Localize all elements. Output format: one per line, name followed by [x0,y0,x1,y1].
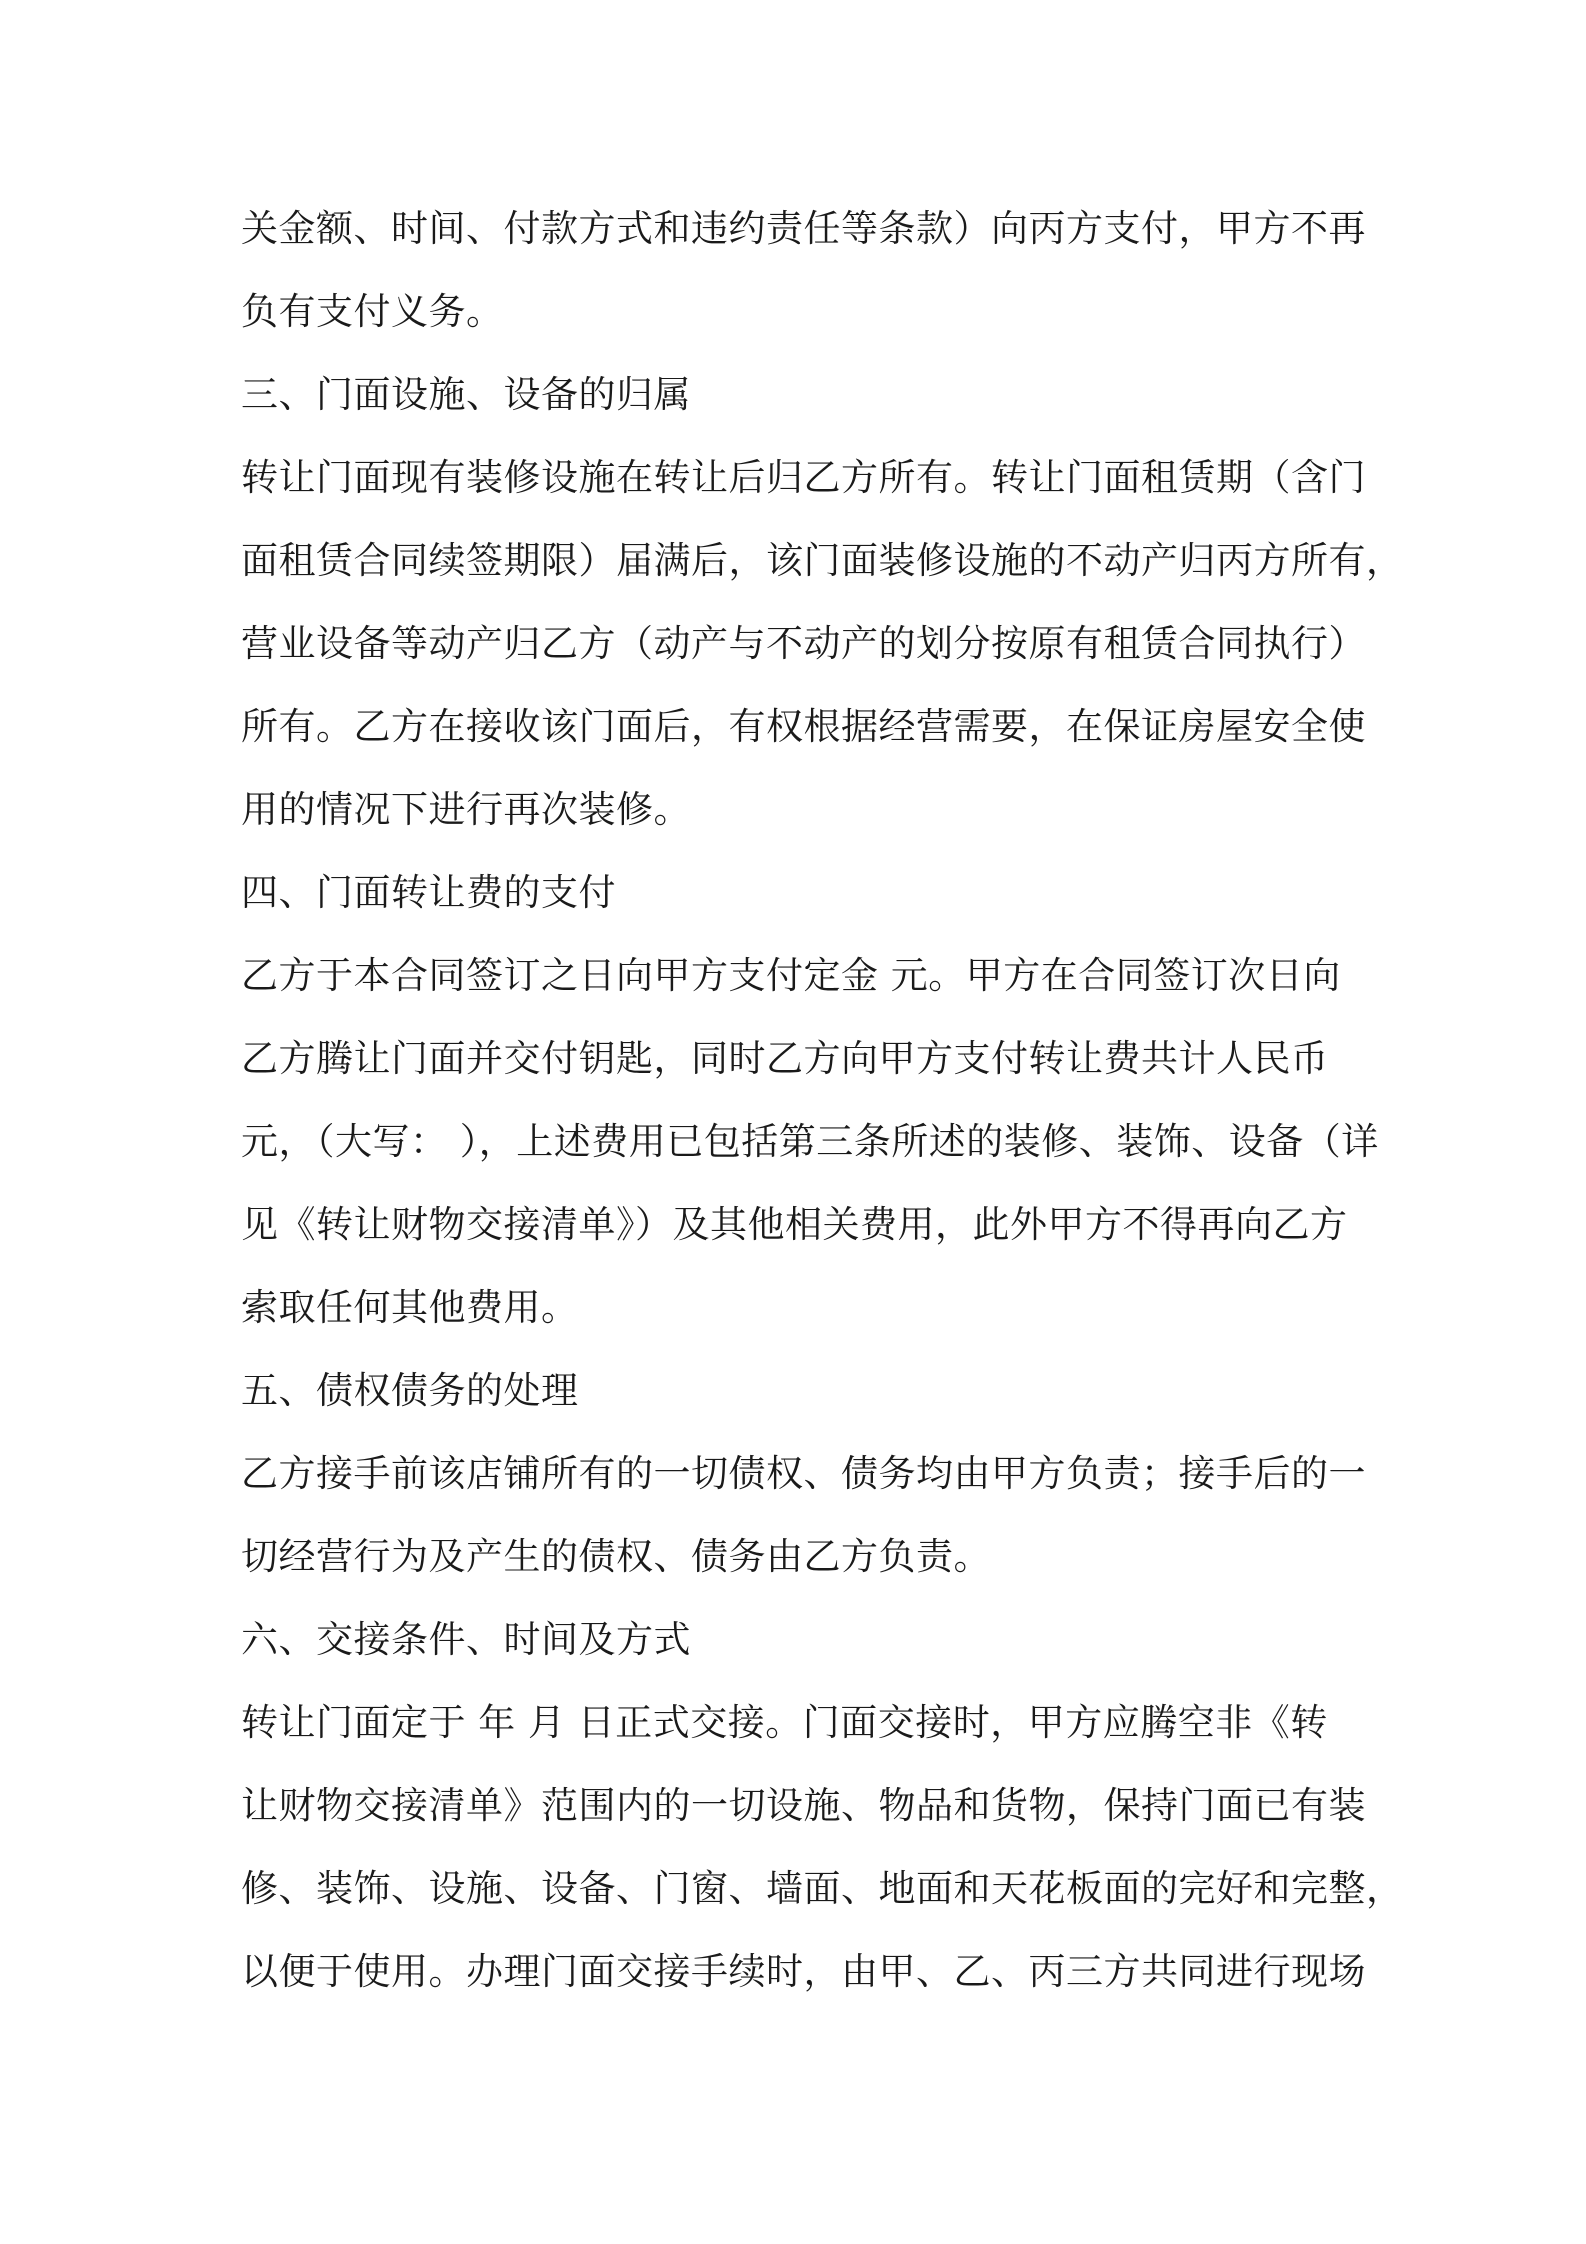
text-line: 转让门面定于 年 月 日正式交接。门面交接时，甲方应腾空非《转 [241,1701,1328,1744]
text-line: 让财物交接清单》范围内的一切设施、物品和货物，保持门面已有装 [241,1784,1366,1827]
section-heading: 五、债权债务的处理 [241,1369,579,1412]
text-line: 面租赁合同续签期限）届满后，该门面装修设施的不动产归丙方所有， [241,539,1404,582]
text-line: 以便于使用。办理门面交接手续时，由甲、乙、丙三方共同进行现场 [241,1950,1366,1993]
text-line: 修、装饰、设施、设备、门窗、墙面、地面和天花板面的完好和完整， [241,1867,1404,1910]
text-line: 转让门面现有装修设施在转让后归乙方所有。转让门面租赁期（含门 [241,456,1366,499]
text-line: 见《转让财物交接清单》）及其他相关费用，此外甲方不得再向乙方 [241,1203,1348,1246]
text-line: 切经营行为及产生的债权、债务由乙方负责。 [241,1535,991,1578]
text-line: 营业设备等动产归乙方（动产与不动产的划分按原有租赁合同执行） [241,622,1366,665]
text-line: 用的情况下进行再次装修。 [241,788,691,831]
text-line: 所有。乙方在接收该门面后，有权根据经营需要，在保证房屋安全使 [241,705,1366,748]
text-line: 元，（大写： ），上述费用已包括第三条所述的装修、装饰、设备（详 [241,1120,1379,1163]
text-line: 索取任何其他费用。 [241,1286,579,1329]
text-line: 关金额、时间、付款方式和违约责任等条款）向丙方支付，甲方不再 [241,207,1366,250]
text-line: 乙方接手前该店铺所有的一切债权、债务均由甲方负责；接手后的一 [241,1452,1366,1495]
section-heading: 三、门面设施、设备的归属 [241,373,691,416]
text-line: 负有支付义务。 [241,290,504,333]
text-line: 乙方腾让门面并交付钥匙，同时乙方向甲方支付转让费共计人民币 [241,1037,1329,1080]
text-line: 乙方于本合同签订之日向甲方支付定金 元。甲方在合同签订次日向 [241,954,1341,997]
section-heading: 四、门面转让费的支付 [241,871,616,914]
section-heading: 六、交接条件、时间及方式 [241,1618,691,1661]
